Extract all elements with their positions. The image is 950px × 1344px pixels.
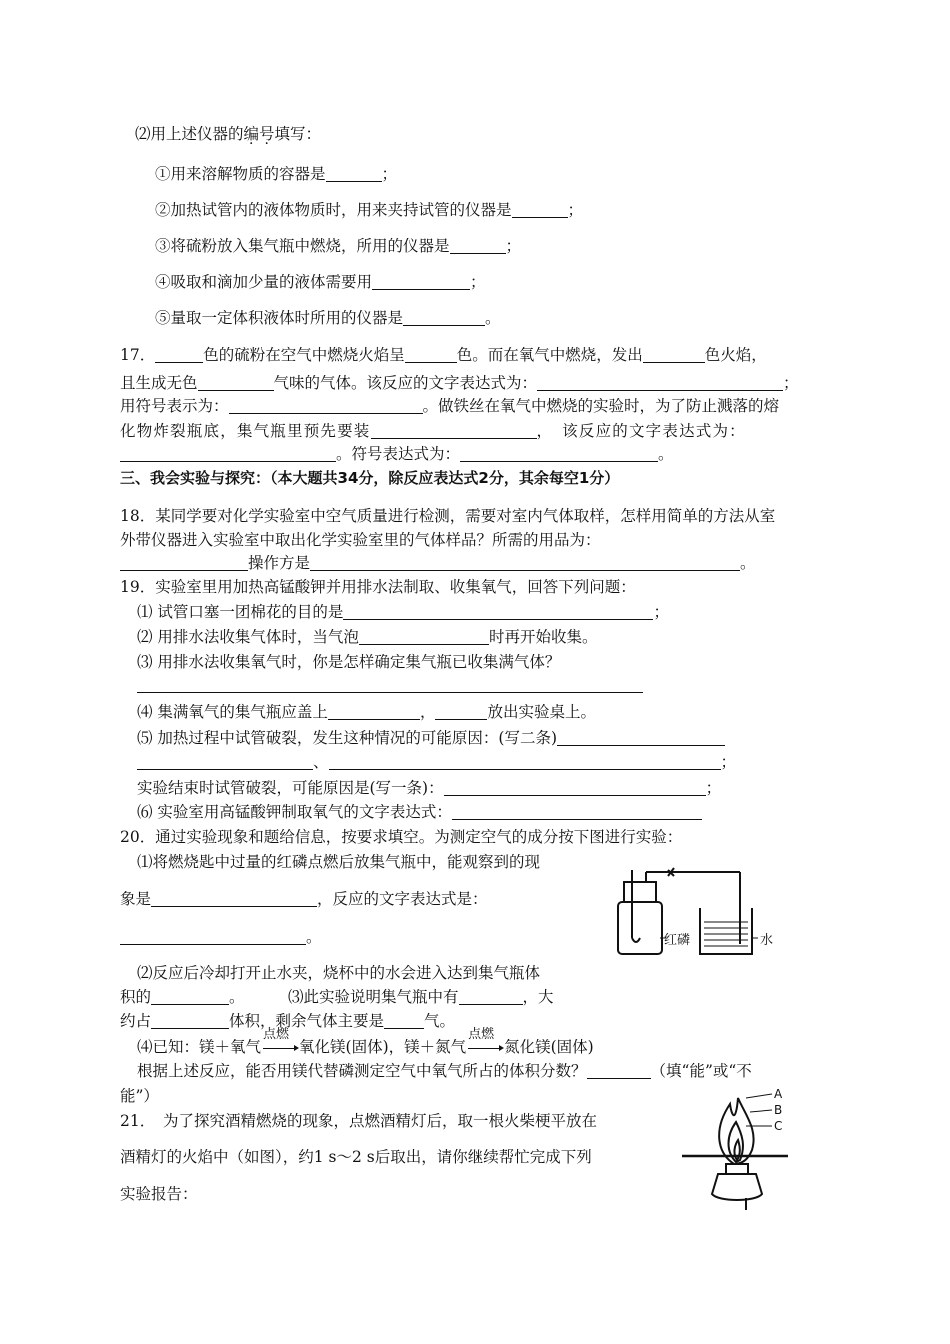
q16-item-5: ⑤量取一定体积液体时所用的仪器是 。	[155, 309, 501, 327]
q20-part-4: ⑷已知：镁＋氧气 点燃 氧化镁(固体)，镁＋氮气 点燃 氮化镁(固体)	[137, 1027, 594, 1056]
q21-line-1: 21． 为了探究酒精燃烧的现象，点燃酒精灯后，取一根火柴梗平放在	[120, 1112, 597, 1130]
answer-blank[interactable]	[537, 374, 783, 391]
q16-item-1: ①用来溶解物质的容器是 ；	[155, 165, 398, 183]
q19-part-1: ⑴ 试管口塞一团棉花的目的是 ；	[137, 603, 669, 621]
answer-blank[interactable]	[326, 165, 382, 182]
q20-part-4-question: 根据上述反应，能否用镁代替磷测定空气中氧气所占的体积分数？ （填“能”或“不	[137, 1062, 752, 1080]
answer-blank[interactable]	[444, 779, 706, 796]
answer-blank[interactable]	[450, 237, 506, 254]
q19-part-5-line-2: 、 ；	[137, 751, 736, 773]
q21-line-2: 酒精灯的火焰中（如图），约1 s～2 s后取出，请你继续帮忙完成下列	[120, 1148, 592, 1166]
water-label: 水	[760, 933, 774, 948]
answer-blank[interactable]	[371, 422, 537, 439]
q17-line-4: 化物炸裂瓶底，集气瓶里预先要装 ， 该反应的文字表达式为：	[120, 422, 746, 440]
flame-label-a: A	[774, 1087, 783, 1101]
q20-part-3: ⑶此实验说明集气瓶中有 ，大	[288, 988, 554, 1006]
q19-part-4: ⑷ 集满氧气的集气瓶应盖上 ， 放出实验桌上。	[137, 703, 596, 721]
answer-blank[interactable]	[155, 346, 203, 363]
q17-line-5: 。符号表达式为： 。	[120, 443, 674, 465]
answer-blank[interactable]	[151, 988, 229, 1005]
answer-blank[interactable]	[151, 890, 317, 907]
answer-blank[interactable]	[512, 201, 568, 218]
answer-blank[interactable]	[359, 628, 489, 645]
answer-blank[interactable]	[384, 1012, 424, 1029]
q19-part-5-line-3: 实验结束时试管破裂，可能原因是(写一条)： ；	[137, 779, 722, 797]
answer-blank[interactable]	[372, 273, 470, 290]
q20-part-1-line-3: 。	[120, 926, 322, 948]
answer-blank[interactable]	[151, 1012, 229, 1029]
q20-part-4-question-end: 能”）	[120, 1087, 159, 1105]
section-heading: 三、我会实验与探究：（本大题共34分，除反应表达式2分，其余每空1分）	[120, 469, 620, 487]
q17-line-3: 用符号表示为： 。做铁丝在氧气中燃烧的实验时，为了防止溅落的熔	[120, 397, 780, 415]
answer-blank[interactable]	[459, 988, 523, 1005]
q19-part-5: ⑸ 加热过程中试管破裂，发生这种情况的可能原因：(写二条)	[137, 727, 725, 749]
q19-part-2: ⑵ 用排水法收集气体时，当气泡 时再开始收集。	[137, 628, 598, 646]
q20-part-2-line-2: 积的 。	[120, 988, 245, 1006]
q16-item-3: ③将硫粉放入集气瓶中燃烧，所用的仪器是 ；	[155, 237, 522, 255]
q17-line-2: 且生成无色 气味的气体。该反应的文字表达式为： ；	[120, 374, 799, 392]
flame-label-c: C	[774, 1119, 783, 1133]
q16-item-2: ②加热试管内的液体物质时，用来夹持试管的仪器是 ；	[155, 201, 584, 219]
answer-blank[interactable]	[643, 346, 705, 363]
answer-blank[interactable]	[120, 928, 306, 945]
answer-blank[interactable]	[137, 753, 313, 770]
answer-blank[interactable]	[403, 309, 485, 326]
q16-item-4: ④吸取和滴加少量的液体需要用 ；	[155, 273, 486, 291]
answer-blank[interactable]	[460, 445, 658, 462]
answer-blank[interactable]	[343, 603, 653, 620]
red-phosphorus-label: 红磷	[664, 933, 691, 948]
answer-blank[interactable]	[120, 445, 336, 462]
q16-title: ⑵用上述仪器的编号填写：	[135, 125, 322, 143]
q18-line-1: 18．某同学要对化学实验室中空气质量进行检测，需要对室内气体取样，怎样用简单的方法从室	[120, 507, 776, 525]
answer-blank[interactable]	[137, 692, 643, 693]
answer-blank[interactable]	[328, 703, 420, 720]
q21-line-3: 实验报告：	[120, 1185, 198, 1203]
ignition-arrow: 点燃	[466, 1036, 504, 1058]
q19-title: 19．实验室里用加热高锰酸钾并用排水法制取、收集氧气，回答下列问题：	[120, 578, 636, 596]
answer-blank[interactable]	[452, 803, 702, 820]
q20-title: 20．通过实验现象和题给信息，按要求填空。为测定空气的成分按下图进行实验：	[120, 828, 683, 846]
q20-part-3-line-2: 约占 体积，剩余气体主要是 气。	[120, 1012, 456, 1030]
q20-part-2: ⑵反应后冷却打开止水夹，烧杯中的水会进入达到集气瓶体	[137, 964, 541, 982]
q20-part-1-line-2: 象是 ，反应的文字表达式是：	[120, 890, 488, 908]
q18-line-2: 外带仪器进入实验室中取出化学实验室里的气体样品？所需的用品为：	[120, 531, 601, 549]
q20-part-1: ⑴将燃烧匙中过量的红磷点燃后放集气瓶中，能观察到的现	[137, 853, 541, 871]
oxygen-measurement-apparatus	[608, 860, 784, 960]
answer-blank[interactable]	[557, 729, 725, 746]
answer-blank[interactable]	[229, 397, 423, 414]
alcohol-lamp-figure	[676, 1086, 800, 1210]
answer-blank[interactable]	[587, 1062, 651, 1079]
answer-blank[interactable]	[198, 374, 274, 391]
ignition-arrow: 点燃	[261, 1036, 299, 1058]
answer-blank[interactable]	[435, 703, 487, 720]
answer-blank[interactable]	[405, 346, 457, 363]
flame-label-b: B	[774, 1103, 783, 1117]
q17-line-1: 17． 色的硫粉在空气中燃烧火焰呈 色。而在氧气中燃烧，发出 色火焰，	[120, 346, 767, 364]
q19-part-6: ⑹ 实验室用高锰酸钾制取氧气的文字表达式：	[137, 801, 702, 823]
answer-blank[interactable]	[329, 753, 721, 770]
q19-part-3: ⑶ 用排水法收集氧气时，你是怎样确定集气瓶已收集满气体？	[137, 653, 561, 671]
q18-line-3: 操作方是 。	[120, 552, 756, 574]
answer-blank[interactable]	[120, 554, 248, 571]
answer-blank[interactable]	[310, 554, 740, 571]
